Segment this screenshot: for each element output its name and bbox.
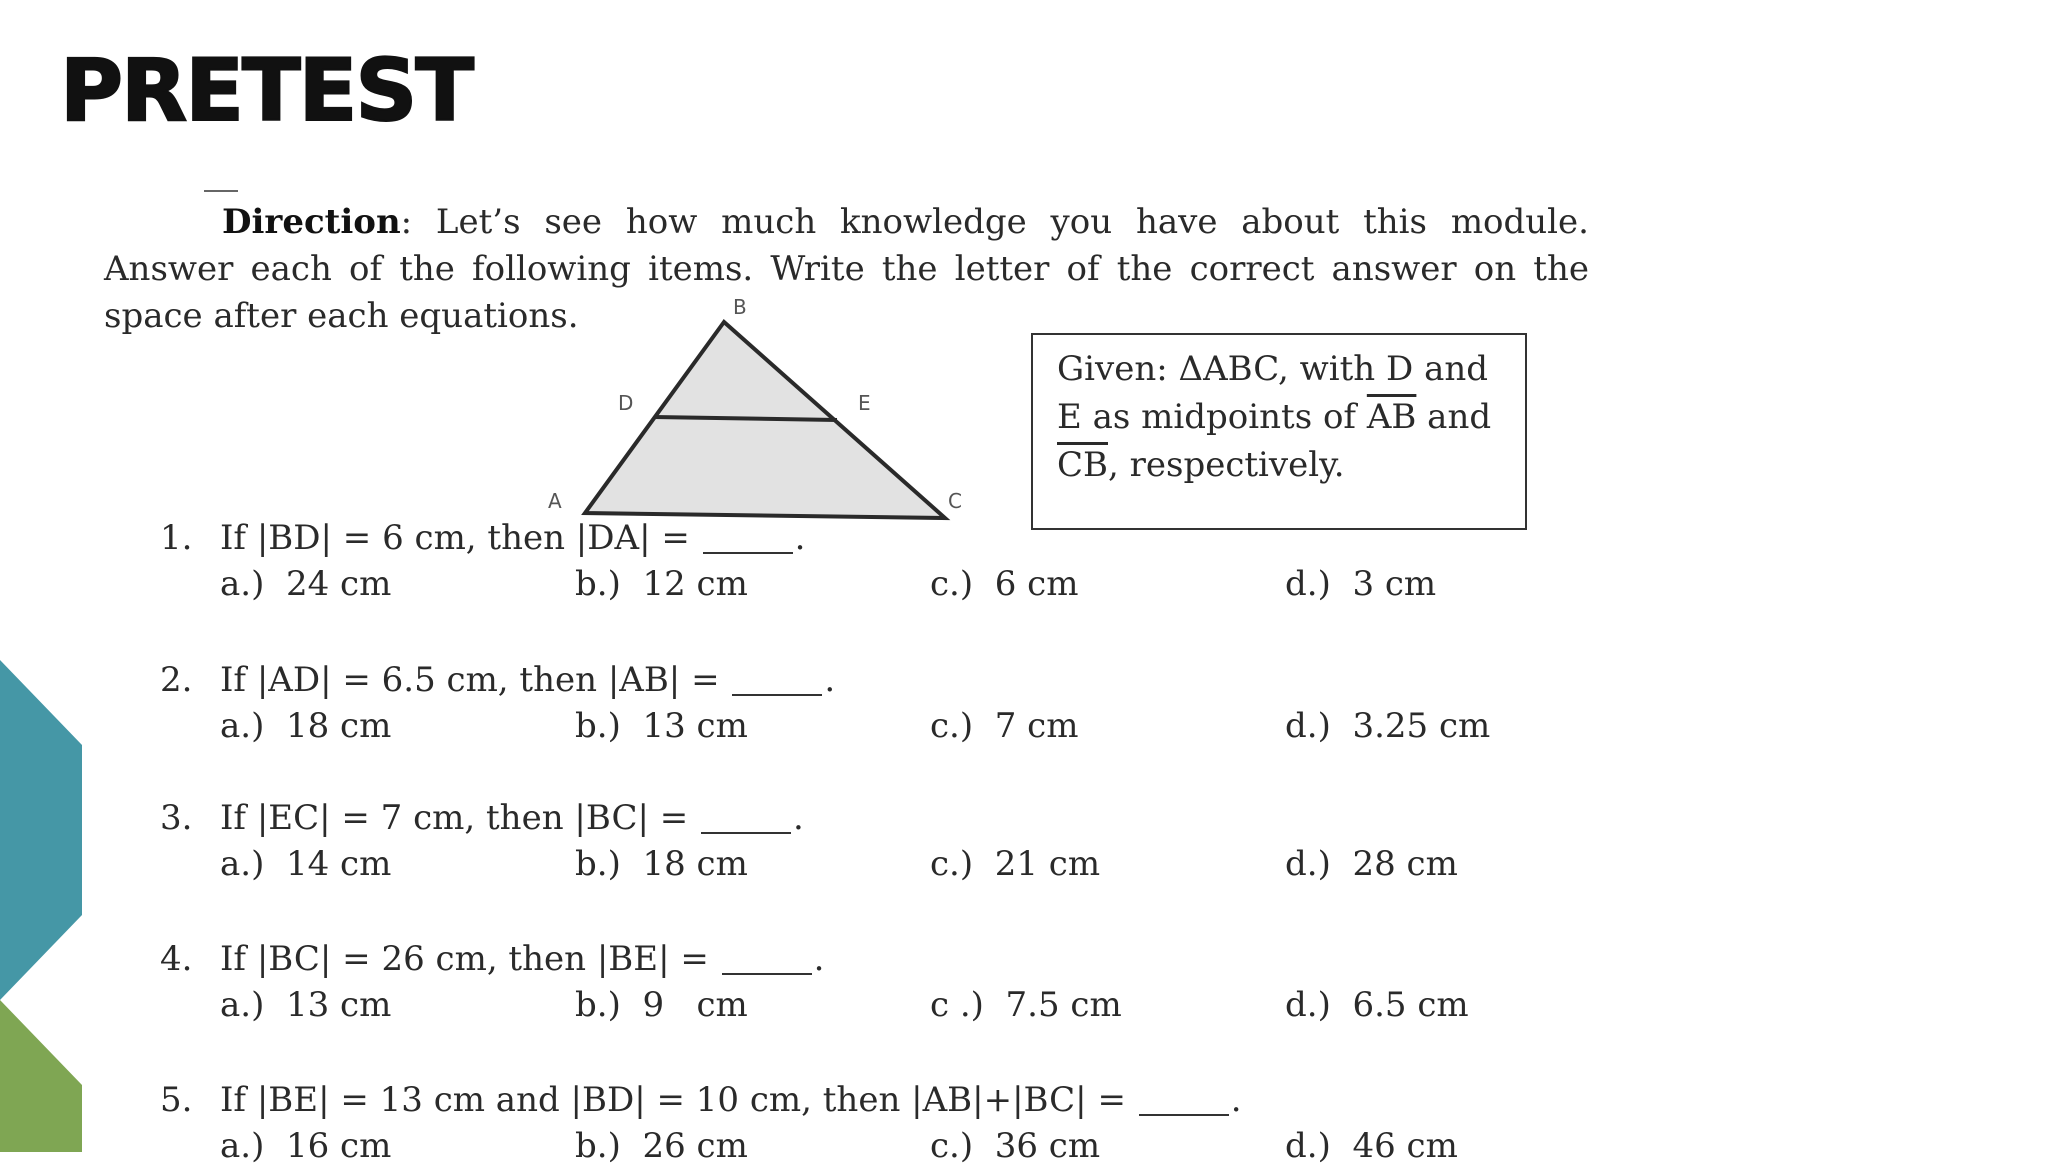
green-hexagon-decoration xyxy=(0,1000,90,1152)
answer-blank[interactable] xyxy=(732,664,822,696)
given-box xyxy=(1031,333,1527,530)
question-2: 2. If |AD| = 6.5 cm, then |AB| = . a.) 18 cm b.) 13 cm c.) 7 cm d.) 3.25 cm xyxy=(160,657,835,749)
given-line-1: Given: ΔABC, with D and xyxy=(1057,349,1489,389)
option-c: c.) 6 cm xyxy=(930,564,1079,604)
option-d: d.) 6.5 cm xyxy=(1285,985,1469,1025)
question-number: 1. xyxy=(160,518,193,558)
question-number: 2. xyxy=(160,660,193,700)
question-stem: If |EC| = 7 cm, then |BC| = xyxy=(220,798,700,838)
option-d: d.) 3.25 cm xyxy=(1285,706,1491,746)
question-3: 3. If |EC| = 7 cm, then |BC| = . a.) 14 cm b.) 18 cm c.) 21 cm d.) 28 cm xyxy=(160,795,804,887)
option-d: d.) 28 cm xyxy=(1285,844,1458,884)
question-stem: If |BE| = 13 cm and |BD| = 10 cm, then |AB|+|BC| = xyxy=(220,1080,1137,1120)
question-5: 5. If |BE| = 13 cm and |BD| = 10 cm, then |AB|+|BC| = . a.) 16 cm b.) 26 cm c.) 36 cm d.) 46 cm xyxy=(160,1077,1242,1151)
option-b: b.) 12 cm xyxy=(575,564,748,604)
vertex-label-c: C xyxy=(948,489,962,513)
option-b: b.) 9 cm xyxy=(575,985,748,1025)
direction-label: Direction xyxy=(222,202,401,242)
option-c: c.) 7 cm xyxy=(930,706,1079,746)
vertex-label-d: D xyxy=(618,391,634,415)
page-title: PRETEST xyxy=(60,41,473,141)
question-number: 5. xyxy=(160,1080,193,1120)
option-a: a.) 13 cm xyxy=(220,985,392,1025)
question-1: 1. If |BD| = 6 cm, then |DA| = . a.) 24 cm b.) 12 cm c.) 6 cm d.) 3 cm xyxy=(160,515,805,607)
segment-cb: $\overline{CB}$ xyxy=(1057,445,1108,485)
option-a: a.) 16 cm xyxy=(220,1126,392,1166)
given-line-2: E as midpoints of $\overline{AB}$ and xyxy=(1057,397,1492,437)
teal-hexagon-decoration xyxy=(0,660,90,1000)
answer-blank[interactable] xyxy=(703,522,793,554)
option-a: a.) 14 cm xyxy=(220,844,392,884)
question-number: 3. xyxy=(160,798,193,838)
option-a: a.) 24 cm xyxy=(220,564,392,604)
option-d: d.) 3 cm xyxy=(1285,564,1437,604)
option-b: b.) 26 cm xyxy=(575,1126,748,1166)
given-line-3: $\overline{CB}$, respectively. xyxy=(1057,445,1345,485)
answer-blank[interactable] xyxy=(701,802,791,834)
option-b: b.) 18 cm xyxy=(575,844,748,884)
direction-text: : Let’s see how much knowledge you have about this module. Answer each of the following items. Write the letter of the correct answer on the space after each equations. xyxy=(104,202,1589,336)
option-b: b.) 13 cm xyxy=(575,706,748,746)
segment-ab: $\overline{AB}$ xyxy=(1366,397,1417,437)
decorative-dash xyxy=(204,190,238,192)
question-number: 4. xyxy=(160,939,193,979)
option-d: d.) 46 cm xyxy=(1285,1126,1458,1166)
question-stem: If |BC| = 26 cm, then |BE| = xyxy=(220,939,720,979)
triangle-figure xyxy=(540,290,1000,540)
answer-blank[interactable] xyxy=(1139,1084,1229,1116)
option-c: c.) 36 cm xyxy=(930,1126,1101,1166)
vertex-label-b: B xyxy=(733,295,747,319)
vertex-label-a: A xyxy=(548,489,562,513)
option-a: a.) 18 cm xyxy=(220,706,392,746)
question-stem: If |BD| = 6 cm, then |DA| = xyxy=(220,518,701,558)
question-4: 4. If |BC| = 26 cm, then |BE| = . a.) 13 cm b.) 9 cm c .) 7.5 cm d.) 6.5 cm xyxy=(160,936,824,1028)
answer-blank[interactable] xyxy=(722,943,812,975)
option-c: c .) 7.5 cm xyxy=(930,985,1122,1025)
option-c: c.) 21 cm xyxy=(930,844,1101,884)
question-stem: If |AD| = 6.5 cm, then |AB| = xyxy=(220,660,731,700)
vertex-label-e: E xyxy=(858,391,871,415)
